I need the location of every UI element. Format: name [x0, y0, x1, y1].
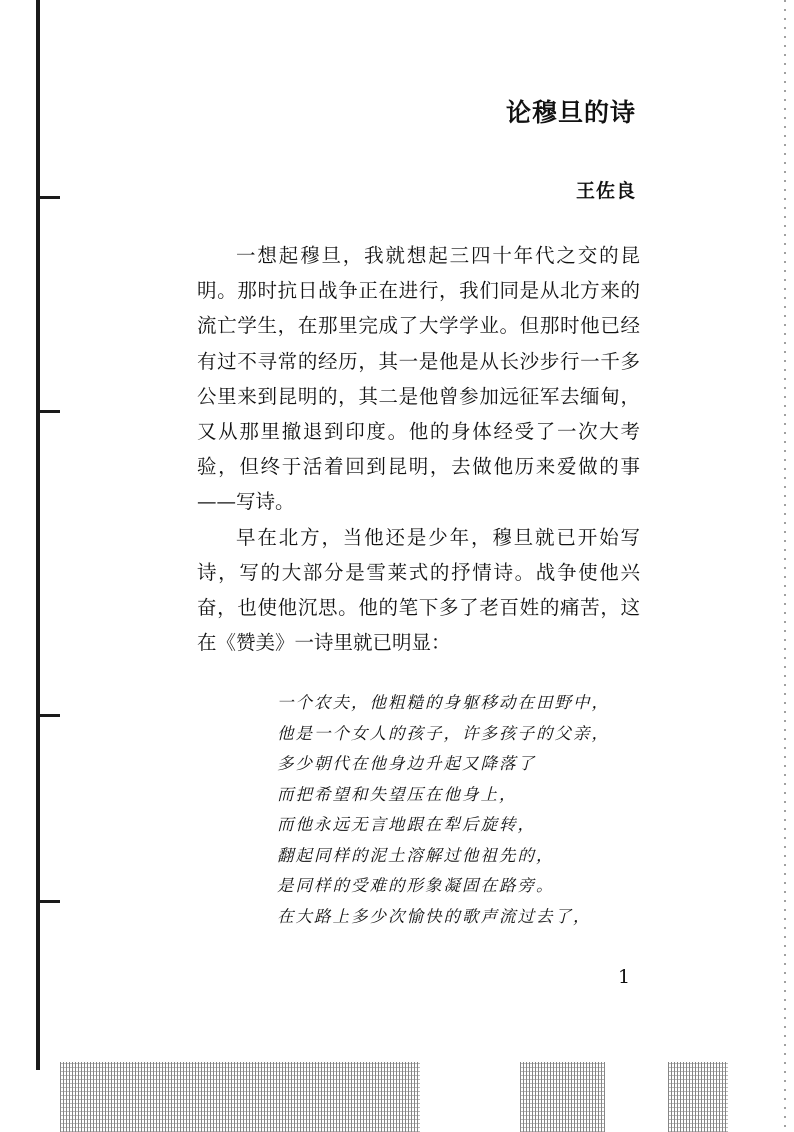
poem-line: 是同样的受难的形象凝固在路旁。	[277, 876, 555, 895]
spine-mark	[38, 410, 60, 413]
poem-line: 而把希望和失望压在他身上，	[277, 784, 518, 804]
poem-line: 翻起同样的泥土溶解过他祖先的，	[277, 845, 555, 865]
scan-edge-dots	[784, 0, 786, 1132]
scan-noise	[60, 1062, 420, 1132]
paragraph: 一想起穆旦，我就想起三四十年代之交的昆明。那时抗日战争正在进行，我们同是从北方来的流亡学生，在那里完成了大学学业。但那时他已经有过不寻常的经历，其一是他是从长沙步行一千多公里来到昆明的，其二是他曾参加远征军去缅甸，又从那里撤退到印度。他的身体经受了一次大考验，但终于活着回到昆明，去做他历来爱做的事——写诗。	[197, 244, 640, 514]
poem-line: 一个农夫，他粗糙的身躯移动在田野中，	[277, 693, 610, 712]
article-title: 论穆旦的诗	[505, 98, 636, 127]
poem-line: 多少朝代在他身边升起又降落了	[277, 754, 536, 773]
spine-mark	[38, 900, 60, 903]
author-name: 王佐良	[575, 180, 636, 202]
scan-noise	[520, 1062, 605, 1132]
poem-line: 他是一个女人的孩子，许多孩子的父亲，	[277, 723, 610, 743]
scan-noise	[668, 1062, 728, 1132]
article-body	[197, 238, 640, 660]
poem-line: 而他永远无言地跟在犁后旋转，	[277, 815, 536, 834]
poem-quote	[277, 688, 610, 932]
spine-mark	[38, 196, 60, 199]
page-spine-shadow	[36, 0, 40, 1070]
spine-mark	[38, 714, 60, 717]
paragraph: 早在北方，当他还是少年，穆旦就已开始写诗，写的大部分是雪莱式的抒情诗。战争使他兴奋，也使他沉思。他的笔下多了老百姓的痛苦，这在《赞美》一诗里就已明显：	[197, 525, 640, 655]
poem-line: 在大路上多少次愉快的歌声流过去了，	[277, 906, 592, 926]
page-number: 1	[618, 966, 631, 988]
